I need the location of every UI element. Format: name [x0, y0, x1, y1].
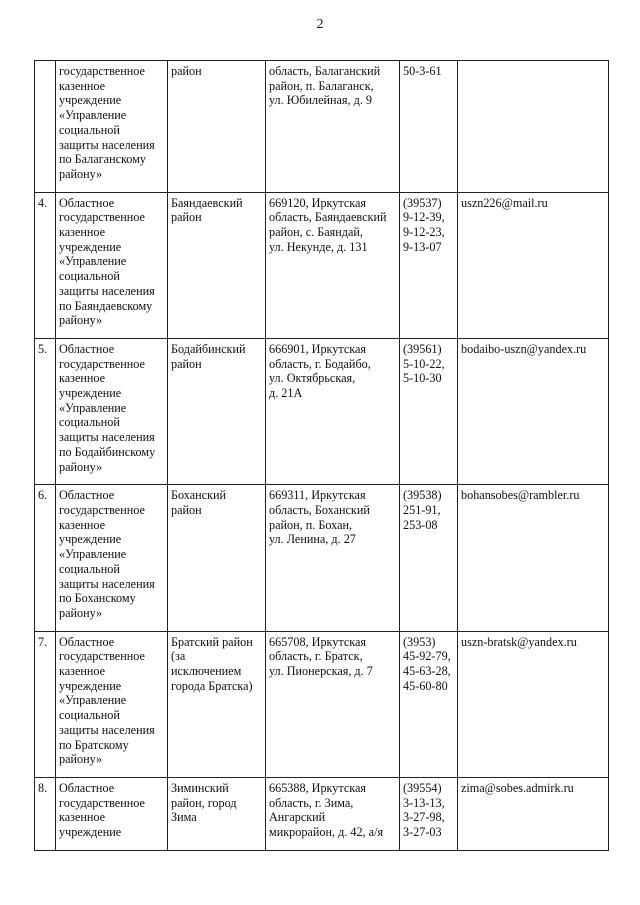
phone-cell-text: (39561) 5-10-22, 5-10-30: [403, 341, 445, 386]
phone-cell-text: (39537) 9-12-39, 9-12-23, 9-13-07: [403, 195, 445, 254]
district-cell: [168, 61, 266, 193]
district-cell: [168, 192, 266, 338]
row-number-cell: [35, 631, 56, 777]
address-cell: [266, 338, 400, 484]
address-cell-text: 665708, Иркутская область, г. Братск, ул. Пионерская, д. 7: [269, 634, 373, 679]
organization-cell-text: Областное государственное казенное учреждение «Управление социальной защиты населения по Баяндаевскому району»: [59, 195, 155, 328]
table-row: [35, 485, 609, 631]
address-cell-text: 666901, Иркутская область, г. Бодайбо, ул. Октябрьская, д. 21А: [269, 341, 371, 401]
organization-cell: [56, 192, 168, 338]
email-cell: [458, 192, 609, 338]
institutions-table: [34, 60, 609, 851]
email-cell-text: uszn226@mail.ru: [461, 195, 548, 210]
district-cell-text: Братский район (за исключением города Братска): [171, 634, 253, 693]
organization-cell-text: Областное государственное казенное учреждение «Управление социальной защиты населения по Бодайбинскому району»: [59, 341, 156, 474]
address-cell-text: 665388, Иркутская область, г. Зима, Ангарский микрорайон, д. 42, а/я: [269, 780, 384, 840]
phone-cell: [400, 338, 458, 484]
organization-cell: [56, 485, 168, 631]
organization-cell-text: государственное казенное учреждение «Управление социальной защиты населения по Балаганскому району»: [59, 64, 155, 181]
organization-cell: [56, 777, 168, 850]
district-cell: [168, 485, 266, 631]
email-cell-text: bohansobes@rambler.ru: [461, 488, 580, 503]
phone-cell-text: (3953) 45-92-79, 45-63-28, 45-60-80: [403, 634, 451, 693]
phone-cell: [400, 192, 458, 338]
table-row: [35, 192, 609, 338]
organization-cell-text: Областное государственное казенное учреждение «Управление социальной защиты населения по Братскому району»: [59, 634, 155, 767]
district-cell: [168, 777, 266, 850]
address-cell: [266, 777, 400, 850]
address-cell-text: 669311, Иркутская область, Боханский район, п. Бохан, ул. Ленина, д. 27: [269, 488, 370, 547]
organization-cell: [56, 61, 168, 193]
phone-cell-text: 50-3-61: [403, 64, 442, 78]
email-cell: [458, 631, 609, 777]
organization-cell: [56, 631, 168, 777]
organization-cell-text: Областное государственное казенное учреждение «Управление социальной защиты населения по Боханскому району»: [59, 488, 155, 620]
row-number-cell-text: 5.: [38, 341, 48, 356]
district-cell-text: район: [171, 64, 202, 78]
district-cell-text: Боханский район: [171, 488, 227, 517]
district-cell-text: Бодайбинский район: [171, 341, 246, 371]
address-cell: [266, 61, 400, 193]
row-number-cell-text: 7.: [38, 634, 48, 649]
email-cell: [458, 338, 609, 484]
row-number-cell: [35, 777, 56, 850]
address-cell: [266, 631, 400, 777]
email-cell: [458, 61, 609, 193]
row-number-cell-text: 4.: [38, 195, 48, 210]
phone-cell-text: (39538) 251-91, 253-08: [403, 488, 442, 532]
organization-cell-text: Областное государственное казенное учреждение: [59, 780, 145, 840]
address-cell-text: область, Балаганский район, п. Балаганск, ул. Юбилейная, д. 9: [269, 64, 381, 108]
row-number-cell: [35, 192, 56, 338]
phone-cell: [400, 61, 458, 193]
table-row: [35, 777, 609, 850]
row-number-cell: [35, 61, 56, 193]
district-cell: [168, 338, 266, 484]
phone-cell: [400, 777, 458, 850]
district-cell-text: Баяндаевский район: [171, 195, 243, 225]
table-row: [35, 338, 609, 484]
email-cell-text: zima@sobes.admirk.ru: [461, 780, 574, 795]
table-body: [35, 61, 609, 851]
district-cell-text: Зиминский район, город Зима: [171, 780, 237, 825]
email-cell: [458, 485, 609, 631]
email-cell-text: bodaibo-uszn@yandex.ru: [461, 341, 587, 356]
table-row: [35, 631, 609, 777]
phone-cell: [400, 631, 458, 777]
email-cell: [458, 777, 609, 850]
page-number: 2: [316, 17, 324, 32]
email-cell-text: uszn-bratsk@yandex.ru: [461, 634, 577, 649]
row-number-cell: [35, 338, 56, 484]
phone-cell: [400, 485, 458, 631]
address-cell: [266, 192, 400, 338]
row-number-cell: [35, 485, 56, 631]
address-cell-text: 669120, Иркутская область, Баяндаевский район, с. Баяндай, ул. Некунде, д. 131: [269, 195, 387, 254]
organization-cell: [56, 338, 168, 484]
row-number-cell-text: 8.: [38, 780, 48, 795]
table-row: [35, 61, 609, 193]
phone-cell-text: (39554) 3-13-13, 3-27-98, 3-27-03: [403, 780, 445, 840]
address-cell: [266, 485, 400, 631]
row-number-cell-text: 6.: [38, 488, 48, 503]
district-cell: [168, 631, 266, 777]
